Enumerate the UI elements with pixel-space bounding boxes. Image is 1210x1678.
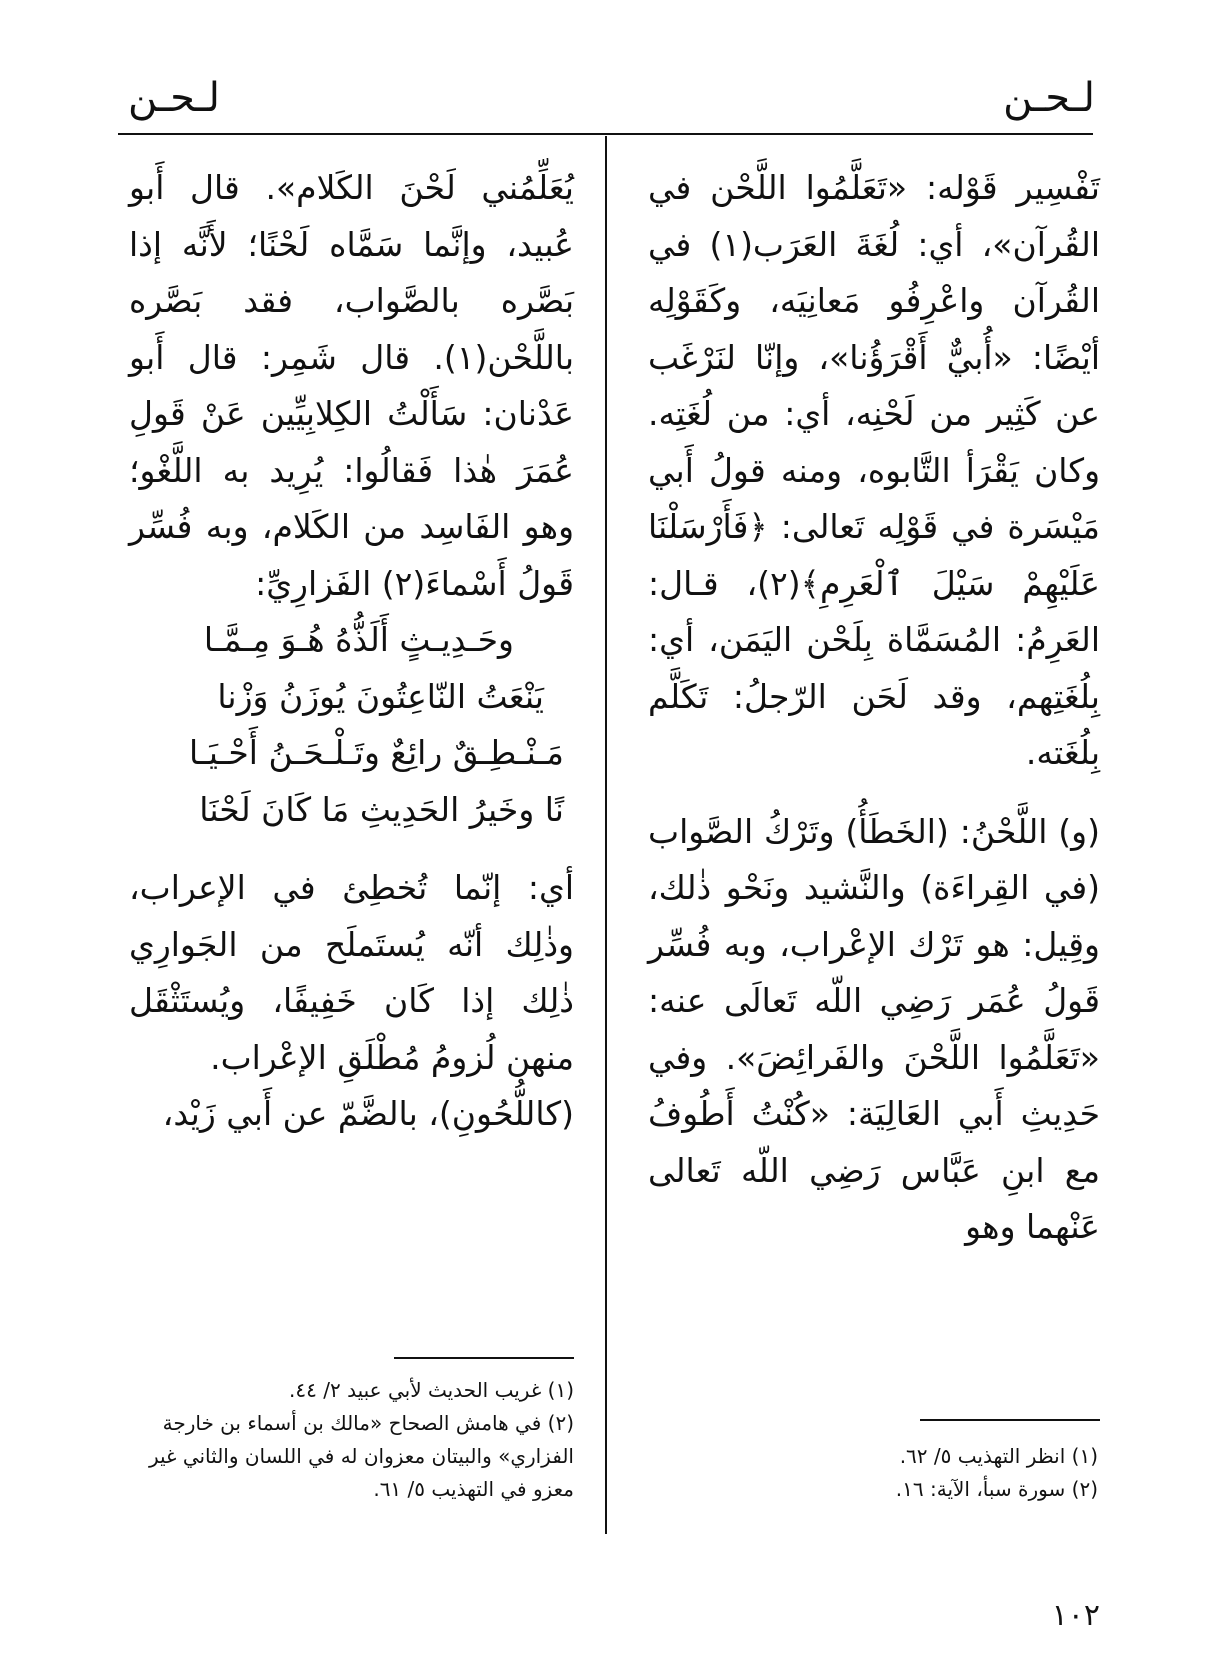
footnote-right-1: (١) انظر التهذيب ٥/ ٦٢. bbox=[899, 1444, 1098, 1468]
footnote-rule-left bbox=[394, 1357, 574, 1359]
left-column-paragraph-3: (كاللُّحُونِ)، بالضَّمّ عن أَبي زَيْد، bbox=[162, 1094, 574, 1133]
left-column-paragraph-2: أي: إنّما تُخطِئ في الإعراب، وذٰلِك أنّه يُستَملَح من الجَوارِي ذٰلِك إذا كَان خَفِيفًا، ويُستَثْقَل منهن لُزومُ مُطْلَقِ الإعْراب. bbox=[129, 868, 574, 1077]
verse-line-1: وحَـدِيـثٍ أَلَذُّهُ هُـوَ مِـمَّـا bbox=[203, 620, 514, 659]
verse-line-4: نًا وخَيرُ الحَدِيثِ مَا كَانَ لَحْنَا bbox=[199, 789, 564, 829]
left-column bbox=[129, 160, 574, 1143]
verse-line-3: مَـنْـطِـقٌ رائِعٌ وتَـلْـحَـنُ أَحْـيَـا bbox=[189, 733, 564, 772]
right-column bbox=[648, 160, 1100, 1256]
left-column-paragraph-1: يُعَلِّمُني لَحْنَ الكَلام». قال أَبو عُبيد، وإنَّما سَمَّاه لَحْنًا؛ لأَنَّه إذا بَصَّره بالصَّواب، فقد بَصَّره باللَّحْن(١). قال شَمِر: قال أَبو عَدْنان: سَأَلْتُ الكِلابِيِّين عَنْ قَولِ عُمَرَ هٰذا فَقالُوا: يُرِيد به اللَّغْو؛ وهو الفَاسِد من الكَلام، وبه فُسِّر قَولُ أَسْماءَ(٢) الفَزارِيِّ: bbox=[129, 168, 574, 603]
footnote-left-1: (١) غريب الحديث لأبي عبيد ٢/ ٤٤. bbox=[289, 1378, 574, 1402]
right-column-paragraph-1: تَفْسِير قَوْله: «تَعَلَّمُوا اللَّحْن في القُرآن»، أي: لُغَةَ العَرَب(١) في القُرآن واعْرِفُو مَعانِيَه، وكَقَوْلِه أيْضًا: «أُبيٌّ أَقْرَؤُنا»، وإنّا لنَرْغَب عن كَثِير من لَحْنِه، أي: من لُغَتِه. وكان يَقْرَأ التَّابوه، ومنه قولُ أَبي مَيْسَرة في قَوْلِه تَعالى: ﴿فَأَرْسَلْنَا عَلَيْهِمْ سَيْلَ ٱلْعَرِمِ﴾(٢)، قـال: العَرِمُ: المُسَمَّاة بِلَحْن اليَمَن، أي: بِلُغَتِهم، وقد لَحَن الرّجلُ: تَكَلَّم بِلُغَته. bbox=[648, 168, 1100, 772]
footnotes-right bbox=[658, 1440, 1098, 1506]
footnote-left-2: (٢) في هامش الصحاح «مالك بن أسماء بن خارجة الفزاري» والبيتان معزوان له في اللسان والثاني غير معزو في التهذيب ٥/ ٦١. bbox=[148, 1411, 574, 1501]
header-rule bbox=[118, 133, 1093, 135]
verse-line-2: يَنْعَتُ النّاعِتُونَ يُوزَنُ وَزْنا bbox=[217, 676, 544, 716]
page-number: ١٠٢ bbox=[1051, 1598, 1100, 1633]
running-header-left: لـحـن bbox=[128, 75, 220, 121]
footnote-right-2: (٢) سورة سبأ، الآية: ١٦. bbox=[895, 1477, 1098, 1501]
footnote-rule-right bbox=[920, 1419, 1100, 1421]
running-header-right: لـحـن bbox=[1003, 75, 1095, 121]
column-divider bbox=[605, 136, 607, 1534]
right-column-paragraph-2: (و) اللَّحْنُ: (الخَطَأُ) وتَرْكُ الصَّواب (في القِراءَة) والنَّشيد ونَحْو ذٰلك، وقِيل: هو تَرْك الإعْراب، وبه فُسِّر قَولُ عُمَر رَضِي اللّه تَعالَى عنه: «تَعَلَّمُوا اللَّحْنَ والفَرائِضَ». وفي حَدِيثِ أَبي العَالِيَة: «كُنْتُ أَطُوفُ مع ابنِ عَبَّاس رَضِي اللّه تَعالى عَنْهما وهو bbox=[648, 811, 1100, 1246]
footnotes-left bbox=[129, 1374, 574, 1506]
